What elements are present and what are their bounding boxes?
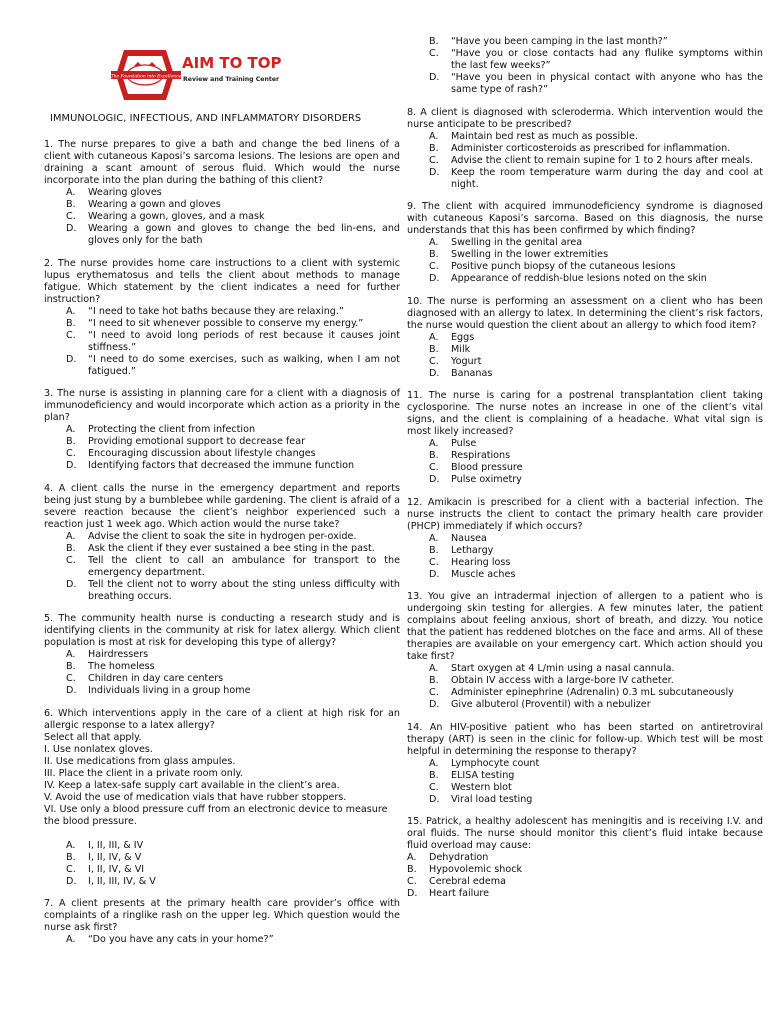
question [44,708,400,888]
option-letter: B. [429,450,439,461]
option-letter: D. [66,875,77,887]
option-letter: C. [429,781,439,793]
answer-option [407,569,763,581]
option-text: “I need to sit whenever possible to conserve my energy.” [88,317,364,329]
answer-option [407,261,763,273]
option-letter: D. [429,166,440,178]
option-letter: B. [66,851,76,863]
answer-option [407,852,763,864]
answer-option [407,72,763,96]
option-letter: A. [66,839,76,851]
logo-name: AIM TO TOP [182,54,282,72]
question-text: 13. You give an intradermal injection of allergen to a patient who is undergoing skin testing for allergies. A few minutes later, the patient complains about feeling anxious, short of breath, and dizzy. You notice that the patient has reddened blotches on the face and arms. All of these therapies are available on your emergency cart. Which action should you take first? [407,591,763,662]
question-text: 7. A client presents at the primary health care provider’s office with complaints of a ringlike rash on the upper leg. Which question would the nurse ask first? [44,898,400,933]
question-text: 10. The nurse is performing an assessment on a client who has been diagnosed with an allergy to latex. In determining the client’s risk factors, the nurse would question the client about an allergy to which food item? [407,295,763,331]
option-letter: A. [429,438,439,449]
answer-option [407,237,763,249]
option-letter: A. [407,852,417,863]
option-text: Dehydration [429,852,489,863]
answer-option [44,864,400,876]
question [407,816,763,900]
option-text: Wearing a gown and gloves to change the bed lin-ens, and gloves only for the bath [88,223,400,246]
option-text: The homeless [88,661,155,672]
answer-option [407,545,763,557]
option-text: “Have you been in physical contact with anyone who has the same type of rash?” [451,72,763,95]
answer-option [407,143,763,155]
option-text: “Do you have any cats in your home?” [88,934,274,945]
option-letter: A. [66,934,76,945]
question-text: 4. A client calls the nurse in the emergency department and reports being just stung by a bumblebee while gardening. The client is afraid of a severe reaction because the client’s neighbor experienced such a reaction just 1 week ago. Which action would the nurse take? [44,482,400,530]
answer-option [407,344,763,356]
answer-option [44,306,400,318]
option-text: ELISA testing [451,769,515,781]
option-letter: C. [429,687,439,698]
option-letter: D. [429,367,440,379]
question [407,107,763,191]
option-text: Protecting the client from infection [88,424,256,435]
question [407,36,763,96]
option-letter: A. [429,130,439,142]
answer-option [44,934,400,946]
answer-option [407,782,763,794]
question-text: 15. Patrick, a healthy adolescent has meningitis and is receiving I.V. and oral fluids. The nurse should monitor this client’s fluid intake because fluid overload may cause: [407,816,763,851]
option-text: Encouraging discussion about lifestyle changes [88,448,316,459]
option-text: Hypovolemic shock [429,864,523,875]
page-heading: IMMUNOLOGIC, INFECTIOUS, AND INFLAMMATORY DISORDERS [50,113,362,124]
left-column [44,139,400,957]
option-letter: C. [66,448,76,459]
option-text: Keep the room temperature warm during the day and cool at night. [451,166,763,190]
option-text: Ask the client if they ever sustained a bee sting in the past. [88,542,375,554]
option-letter: B. [429,769,439,781]
option-letter: A. [429,331,439,343]
option-letter: C. [66,329,76,341]
option-text: Lethargy [451,544,494,556]
question-text: 12. Amikacin is prescribed for a client with a bacterial infection. The nurse instructs the client to contact the primary health care provider (PHCP) immediately if which occurs? [407,496,763,532]
question [44,258,400,378]
option-text: Individuals living in a group home [88,685,251,696]
option-text: I, II, IV, & V [88,851,142,863]
option-text: I, II, IV, & VI [88,863,145,875]
option-text: I, II, III, & IV [88,839,144,851]
question [407,722,763,806]
select-item: V. Avoid the use of medication vials that have rubber stoppers. [44,791,347,803]
option-letter: B. [429,36,439,47]
option-text: Western blot [451,781,512,793]
option-letter: C. [429,154,439,166]
option-text: Blood pressure [451,462,523,473]
option-letter: C. [66,554,76,566]
select-item: IV. Keep a latex-safe supply cart available in the client’s area. [44,779,340,791]
answer-option [44,840,400,852]
answer-option [407,438,763,450]
option-letter: D. [429,273,440,284]
option-text: Cerebral edema [429,876,506,887]
option-text: Swelling in the lower extremities [451,249,609,260]
option-text: Swelling in the genital area [451,237,583,248]
question [44,898,400,946]
option-letter: C. [66,863,76,875]
answer-option [407,876,763,888]
option-text: Wearing a gown and gloves [88,199,221,210]
option-letter: D. [407,888,418,899]
question [44,613,400,697]
option-letter: B. [429,142,439,154]
option-text: Providing emotional support to decrease fear [88,436,306,447]
question-text: 6. Which interventions apply in the care of a client at high risk for an allergic response to a latex allergy? Select all that apply. [44,707,400,743]
logo-subtitle: Review and Training Center [183,76,280,83]
question-text: 9. The client with acquired immunodeficiency syndrome is diagnosed with cutaneous Kaposi’s sarcoma. Based on this diagnosis, the nurse understands that this has been confirmed by which finding? [407,201,763,236]
answer-option [407,36,763,48]
option-letter: C. [429,48,439,59]
option-text: Hairdressers [88,649,149,660]
option-text: Tell the client not to worry about the sting unless difficulty with breathing occurs. [88,578,400,602]
answer-option [44,555,400,579]
option-text: Pulse [451,438,477,449]
option-letter: C. [66,673,76,684]
option-text: Eggs [451,331,475,343]
option-text: Administer corticosteroids as prescribed for inflammation. [451,142,731,154]
option-text: Start oxygen at 4 L/min using a nasal cannula. [451,663,675,674]
answer-option [407,155,763,167]
question [407,390,763,486]
answer-option [44,649,400,661]
answer-option [407,533,763,545]
option-text: Pulse oximetry [451,474,522,485]
option-text: Lymphocyte count [451,757,540,769]
option-text: Tell the client to call an ambulance for transport to the emergency department. [88,554,400,578]
option-letter: C. [429,556,439,568]
option-letter: A. [429,237,439,248]
option-text: Nausea [451,532,487,544]
answer-option [407,450,763,462]
option-letter: B. [429,343,439,355]
option-text: Viral load testing [451,793,533,805]
option-text: Muscle aches [451,568,516,580]
option-letter: D. [429,793,440,805]
option-letter: B. [407,864,417,875]
option-text: Identifying factors that decreased the immune function [88,460,355,471]
question [407,497,763,581]
answer-option [407,687,763,699]
answer-option [407,131,763,143]
option-letter: D. [66,578,77,590]
answer-option [407,557,763,569]
option-letter: D. [429,474,440,485]
option-letter: B. [429,544,439,556]
option-letter: B. [429,675,439,686]
option-text: Appearance of reddish-blue lesions noted on the skin [451,273,707,284]
option-letter: C. [429,462,439,473]
select-item: I. Use nonlatex gloves. [44,743,153,755]
question [44,483,400,603]
option-letter: D. [66,460,77,471]
answer-option [44,579,400,603]
answer-option [44,876,400,888]
answer-option [407,770,763,782]
answer-option [407,332,763,344]
question-text: 11. The nurse is caring for a postrenal transplantation client taking cyclosporine. The nurse notes an increase in one of the client’s vital signs, and the client is complaining of a headache. What vital sign is most likely increased? [407,390,763,437]
answer-option [44,187,400,199]
aim-to-top-logo [108,44,308,106]
answer-option [44,424,400,436]
answer-option [44,330,400,354]
question-text: 8. A client is diagnosed with scleroderma. Which intervention would the nurse anticipate to be prescribed? [407,106,763,130]
option-letter: D. [429,699,440,710]
option-letter: D. [429,568,440,580]
answer-option [407,794,763,806]
answer-option [407,864,763,876]
option-letter: C. [429,355,439,367]
option-letter: A. [66,530,76,542]
option-letter: B. [66,661,76,672]
option-letter: B. [66,542,76,554]
option-text: Children in day care centers [88,673,224,684]
option-letter: B. [66,199,76,210]
answer-option [44,354,400,378]
option-text: Yogurt [451,355,482,367]
answer-option [44,436,400,448]
option-letter: D. [66,223,77,234]
option-text: Advise the client to soak the site in hydrogen per-oxide. [88,530,357,542]
option-text: “I need to avoid long periods of rest because it causes joint stiffness.” [88,329,400,353]
answer-option [407,48,763,72]
select-item: VI. Use only a blood pressure cuff from an electronic device to measure the blood pressure. [44,803,388,827]
question-text: 5. The community health nurse is conducting a research study and is identifying clients in the community at risk for latex allergy. Which client population is most at risk for developing this type of allergy? [44,613,400,648]
question [407,296,763,380]
logo-tagline: The Foundation into Excellence [110,74,182,80]
option-letter: D. [66,685,77,696]
answer-option [44,460,400,472]
option-letter: C. [429,261,439,272]
option-letter: A. [66,305,76,317]
answer-option [407,249,763,261]
answer-option [407,273,763,285]
answer-option [407,462,763,474]
answer-option [44,543,400,555]
option-letter: A. [66,649,76,660]
option-text: I, II, III, IV, & V [88,875,156,887]
option-text: Milk [451,343,471,355]
question [44,139,400,247]
option-letter: B. [66,436,76,447]
answer-option [407,699,763,711]
answer-option [44,318,400,330]
answer-option [44,531,400,543]
option-text: Wearing gloves [88,187,162,198]
option-letter: D. [429,72,440,83]
answer-option [407,368,763,380]
answer-option [407,663,763,675]
option-text: “I need to take hot baths because they are relaxing.” [88,305,344,317]
answer-option [407,888,763,900]
option-text: Bananas [451,367,493,379]
option-text: Give albuterol (Proventil) with a nebulizer [451,699,651,710]
option-text: Heart failure [429,888,490,899]
option-text: “I need to do some exercises, such as walking, when I am not fatigued.” [88,353,400,377]
answer-option [44,661,400,673]
option-letter: B. [429,249,439,260]
answer-option [407,167,763,191]
answer-option [407,675,763,687]
answer-option [44,223,400,247]
option-letter: A. [66,187,76,198]
question-text: 2. The nurse provides home care instructions to a client with systemic lupus erythematosus and tells the client about methods to manage fatigue. Which statement by the client indicates a need for further instruction? [44,257,400,305]
option-text: Maintain bed rest as much as possible. [451,130,638,142]
option-letter: B. [66,317,76,329]
option-letter: A. [66,424,76,435]
option-text: Wearing a gown, gloves, and a mask [88,211,265,222]
answer-option [44,211,400,223]
select-item: III. Place the client in a private room only. [44,767,243,779]
option-text: Obtain IV access with a large-bore IV catheter. [451,675,674,686]
option-letter: A. [429,757,439,769]
right-column [407,36,763,911]
select-item: II. Use medications from glass ampules. [44,755,236,767]
answer-option [44,852,400,864]
option-text: “Have you or close contacts had any flulike symptoms within the last few weeks?” [451,48,763,71]
option-letter: D. [66,353,77,365]
question [407,201,763,285]
question-text: 1. The nurse prepares to give a bath and change the bed linens of a client with cutaneous Kaposi’s sarcoma lesions. The lesions are open and draining a scant amount of serous fluid. Which would the nurse incorporate into the plan during the bathing of this client? [44,139,400,186]
question-text: 3. The nurse is assisting in planning care for a client with a diagnosis of immunodeficiency and would incorporate which action as a priority in the plan? [44,388,400,423]
answer-option [44,685,400,697]
question [407,591,763,711]
option-text: Administer epinephrine (Adrenalin) 0.3 mL subcutaneously [451,687,734,698]
question-text: 14. An HIV-positive patient who has been started on antiretroviral therapy (ART) is seen in the clinic for follow-up. Which test will be most helpful in determining the response to therapy? [407,721,763,757]
answer-option [44,199,400,211]
option-text: Hearing loss [451,556,511,568]
answer-option [44,673,400,685]
answer-option [44,448,400,460]
option-letter: A. [429,663,439,674]
option-text: Respirations [451,450,511,461]
answer-option [407,356,763,368]
answer-option [407,758,763,770]
question [44,388,400,472]
answer-option [407,474,763,486]
option-letter: C. [66,211,76,222]
option-text: Advise the client to remain supine for 1 to 2 hours after meals. [451,154,754,166]
option-text: “Have you been camping in the last month?” [451,36,668,47]
option-text: Positive punch biopsy of the cutaneous lesions [451,261,676,272]
option-letter: A. [429,532,439,544]
option-letter: C. [407,876,417,887]
